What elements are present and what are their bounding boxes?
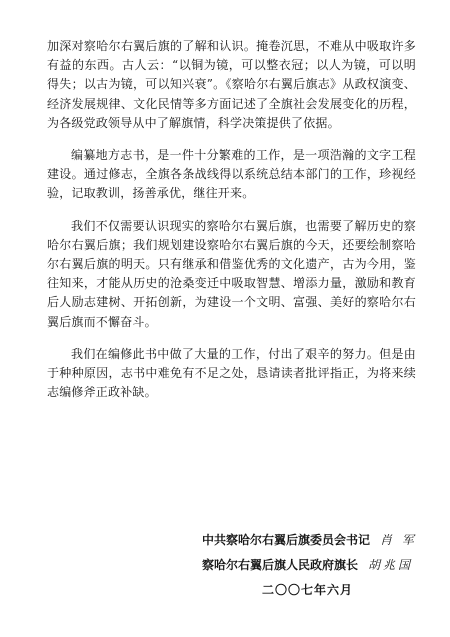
paragraph-1: 加深对察哈尔右翼后旗的了解和认识。掩卷沉思，不难从中吸取许多有益的东西。古人云：“以铜为镜，可以整衣冠；以人为镜，可以明得失；以古为镜，可以知兴衰”。《察哈尔右翼后旗志》从政权演变、经济发展规律、文化民情等多方面记述了全旗社会发展变化的历程，为各级党政领导从中了解旗情，科学决策提供了依据。 xyxy=(47,39,416,130)
signature-title: 察哈尔右翼后旗人民政府旗长 xyxy=(202,558,359,572)
paragraph-2: 编纂地方志书，是一件十分繁难的工作，是一项浩瀚的文字工程建设。通过修志，全旗各条战线得以系统总结本部门的工作，珍视经验，记取教训，扬善承优，继往开来。 xyxy=(47,148,416,201)
paragraph-3: 我们不仅需要认识现实的察哈尔右翼后旗，也需要了解历史的察哈尔右翼后旗；我们规划建设察哈尔右翼后旗的今天，还要绘制察哈尔右翼后旗的明天。只有继承和借鉴优秀的文化遗产，古为今用，鉴往知来，才能从历史的沧桑变迁中吸取智慧、增添力量，激励和教育后人励志建树、开拓创新，为建设一个文明、富强、美好的察哈尔右翼后旗而不懈奋斗。 xyxy=(47,218,416,329)
signature-block xyxy=(202,528,427,603)
signature-line-banner-head xyxy=(202,553,427,578)
preface-body xyxy=(47,37,416,415)
signature-date: 二〇〇七年六月 xyxy=(262,583,354,597)
signature-name: 胡兆国 xyxy=(368,558,414,572)
signature-name: 肖 军 xyxy=(380,533,417,547)
paragraph-4: 我们在编修此书中做了大量的工作，付出了艰辛的努力。但是由于种种原因，志书中难免有不足之处，恳请读者批评指正，为将来续志编修斧正政补缺。 xyxy=(47,346,416,400)
signature-title: 中共察哈尔右翼后旗委员会书记 xyxy=(202,533,371,547)
signature-line-secretary xyxy=(202,528,427,553)
